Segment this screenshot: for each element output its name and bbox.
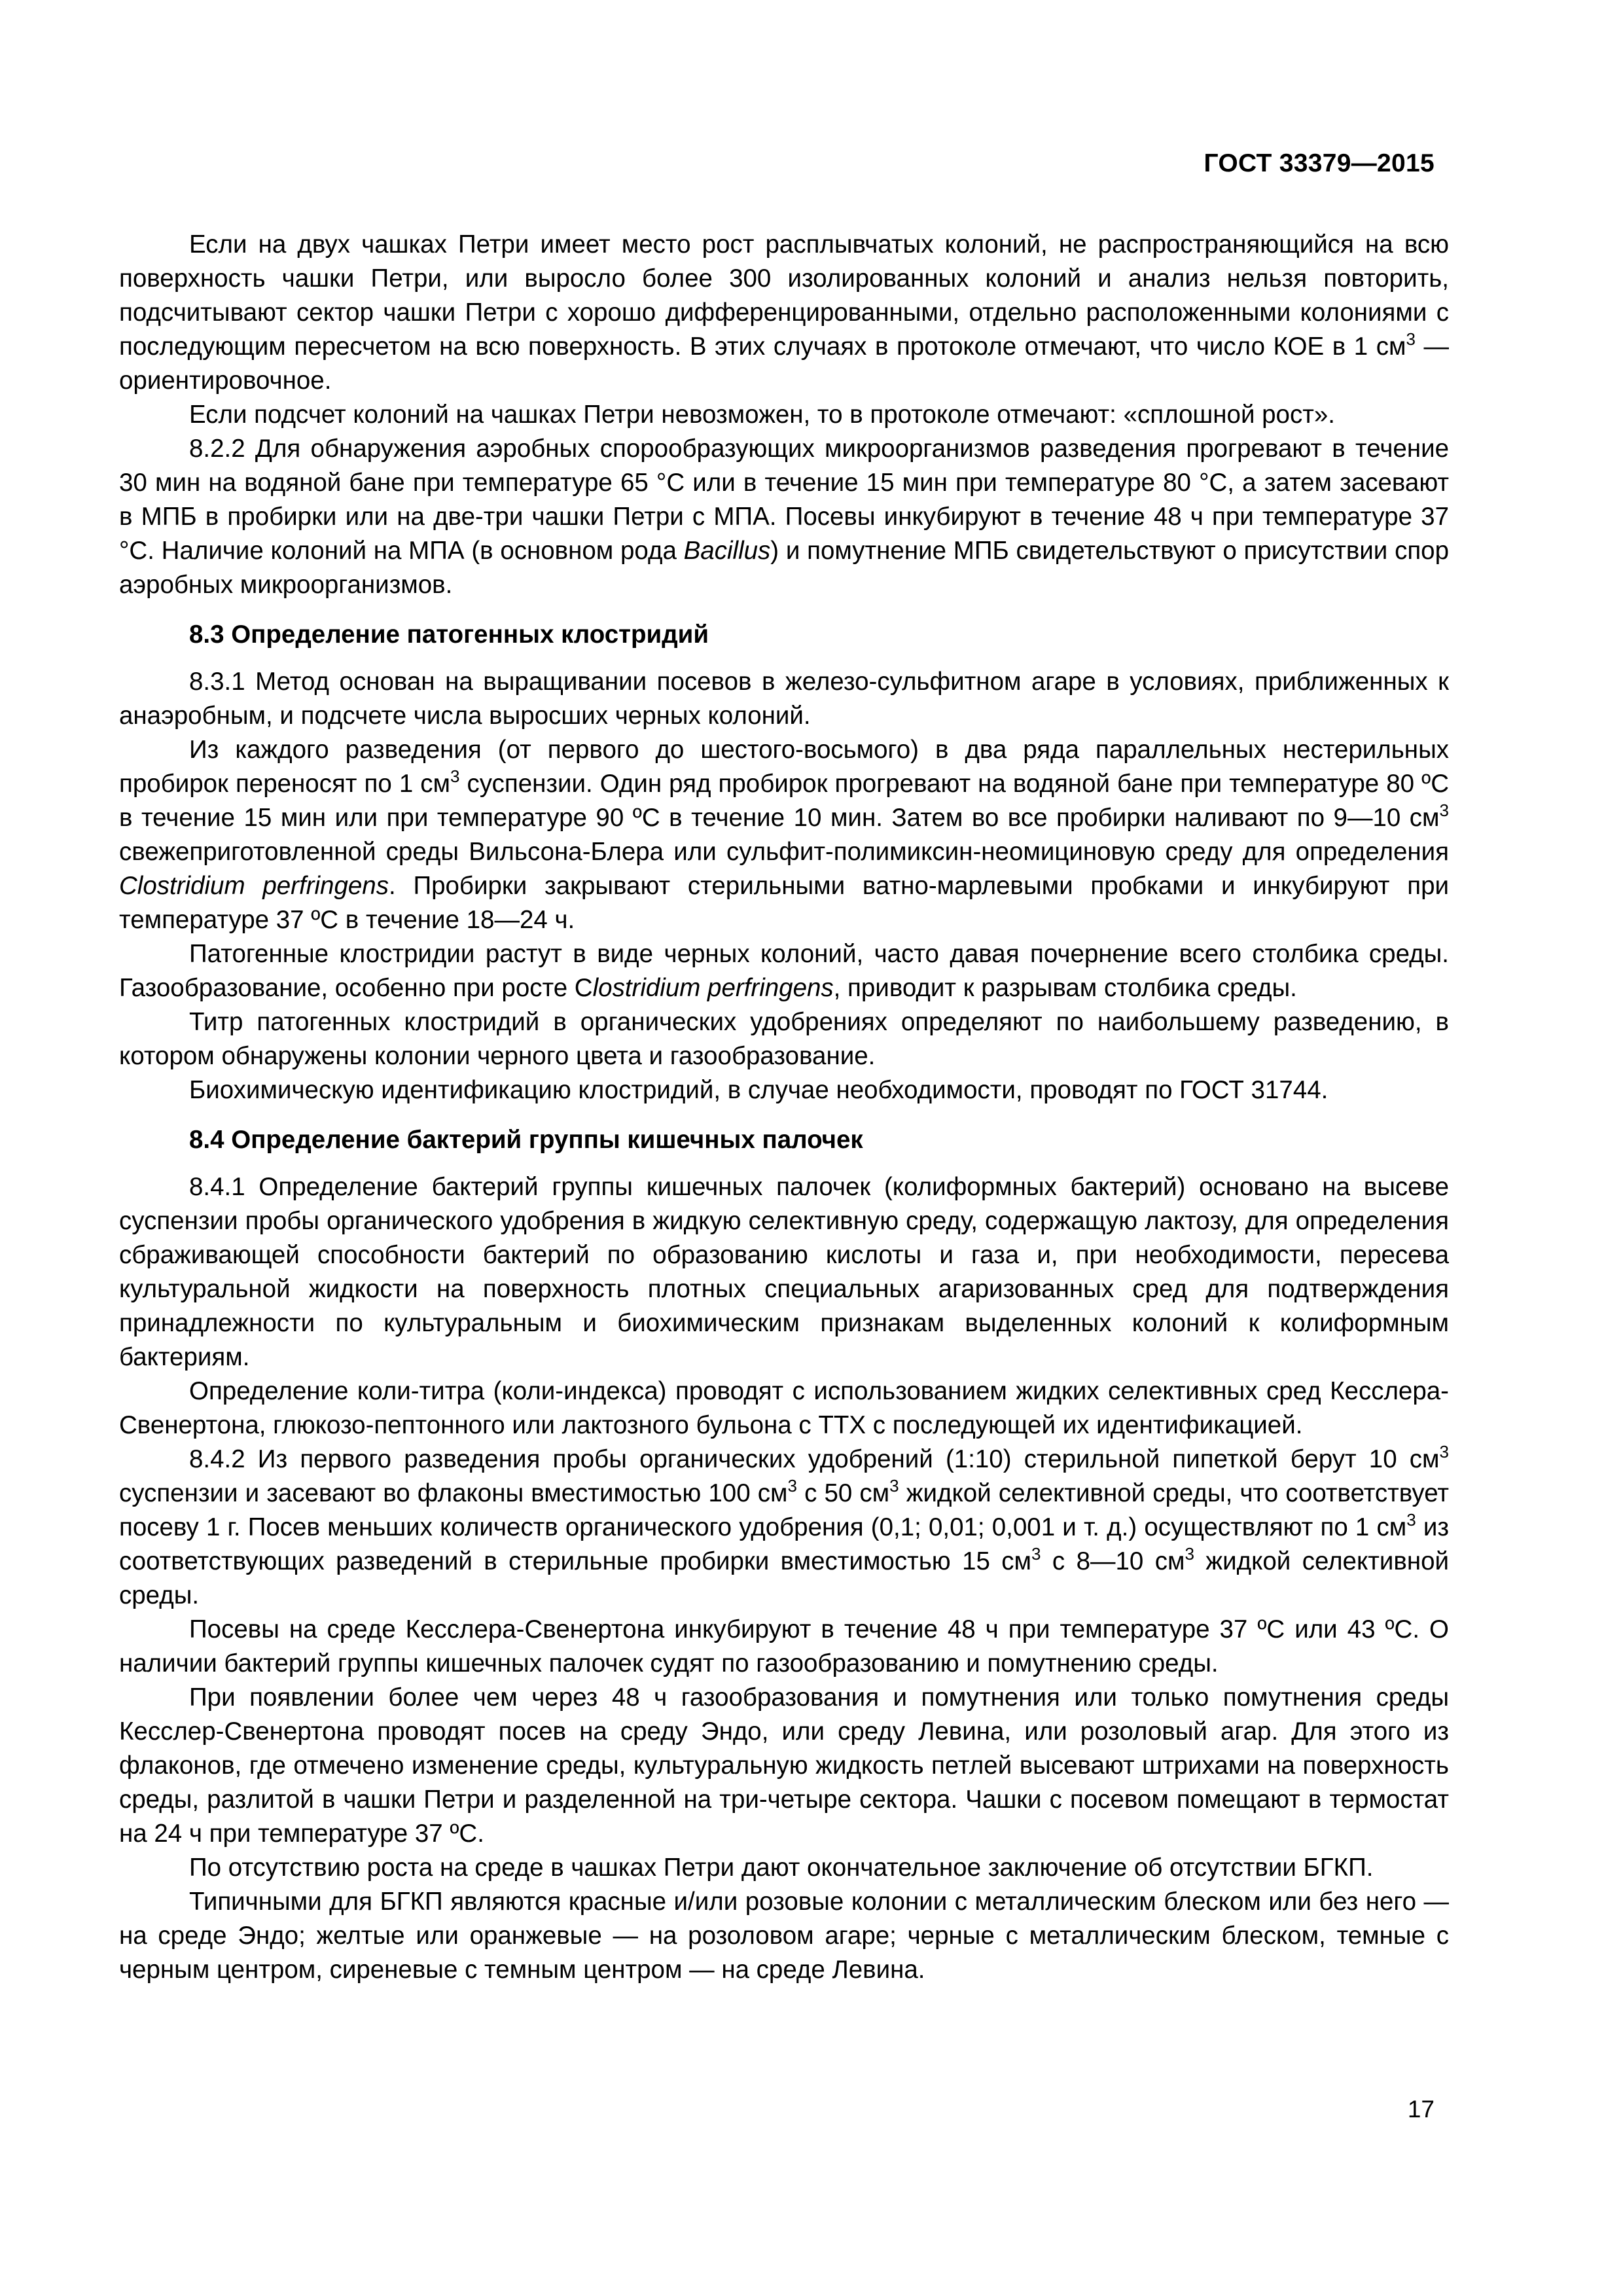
paragraph: Посевы на среде Кесслера-Свенертона инкубируют в течение 48 ч при температуре 37 ºС или 43 ºС. О наличии бактерий группы кишечных палочек судят по газообразованию и помутнению среды. (119, 1615, 1449, 1677)
paragraph: Если на двух чашках Петри имеет место рост расплывчатых колоний, не распространяющийся на всю поверхность чашки Петри, или выросло более 300 изолированных колоний и анализ нельзя повторить, подсчитывают сектор чашки Петри с хорошо дифференцированными, отдельно расположенными колониями с последующим пересчетом на всю поверхность. В этих случаях в протоколе отмечают, что число КОЕ в 1 $см^3$ — ориентировочное. (119, 230, 1449, 395)
paragraph: При появлении более чем через 48 ч газообразования и помутнения или только помутнения среды Кесслер-Свенертона проводят посев на среду Эндо, или среду Левина, или розоловый агар. Для этого из флаконов, где отмечено изменение среды, культуральную жидкость петлей высевают штрихами на поверхность среды, разлитой в чашки Петри и разделенной на три-четыре сектора. Чашки с посевом помещают в термостат на 24 ч при температуре 37 ºС. (119, 1683, 1449, 1848)
paragraph-8-2-2: 8.2.2 Для обнаружения аэробных спорообразующих микроорганизмов разведения прогревают в течение 30 мин на водяной бане при температуре 65 °С или в течение 15 мин при температуре 80 °С, а затем засевают в МПБ в пробирки или на две-три чашки Петри с МПА. Посевы инкубируют в течение 48 ч при температуре 37 °С. Наличие колоний на МПА (в основном рода Bacillus) и помутнение МПБ свидетельствуют о присутствии спор аэробных микроорганизмов. (119, 435, 1449, 599)
paragraph: Если подсчет колоний на чашках Петри невозможен, то в протоколе отмечают: «сплошной рост». (189, 401, 1335, 429)
standard-number-header: ГОСТ 33379—2015 (1204, 149, 1435, 177)
paragraph: Патогенные клостридии растут в виде черных колоний, часто давая почернение всего столбика среды. Газообразование, особенно при росте Clostridium perfringens, приводит к разрывам столбика среды. (119, 940, 1449, 1002)
paragraph: Определение коли-титра (коли-индекса) проводят с использованием жидких селективных сред Кесслера-Свенертона, глюкозо-пептонного или лактозного бульона с ТТХ с последующей их идентификацией. (119, 1377, 1449, 1439)
paragraph-8-4-2: 8.4.2 Из первого разведения пробы органических удобрений (1:10) стерильной пипеткой берут 10 $см^3$ суспензии и засевают во флаконы вместимостью 100 $см^3$ с 50 $см^3$ жидкой селективной среды, что соответствует посеву 1 г. Посев меньших количеств органического удобрения (0,1; 0,01; 0,001 и т. д.) осуществляют по 1 $см^3$ из соответствующих разведений в стерильные пробирки вместимостью 15 $см^3$ с 8—10 $см^3$ жидкой селективной среды. (119, 1442, 1449, 1609)
paragraph: Типичными для БГКП являются красные и/или розовые колонии с металлическим блеском или без него — на среде Эндо; желтые или оранжевые — на розоловом агаре; черные с металлическим блеском, темные с черным центром, сиреневые с темным центром — на среде Левина. (119, 1888, 1449, 1984)
paragraph: Из каждого разведения (от первого до шестого-восьмого) в два ряда параллельных нестерильных пробирок переносят по 1 $см^3$ суспензии. Один ряд пробирок прогревают на водяной бане при температуре 80 ºС в течение 15 мин или при температуре 90 ºС в течение 10 мин. Затем во все пробирки наливают по 9—10 $см^3$ свежеприготовленной среды Вильсона-Блера или сульфит-полимиксин-неомициновую среду для определения Clostridium perfringens. Пробирки закрывают стерильными ватно-марлевыми пробками и инкубируют при температуре 37 ºС в течение 18—24 ч. (119, 736, 1450, 934)
page-body (119, 228, 1449, 1987)
section-heading-8-3: 8.3 Определение патогенных клостридий (189, 620, 709, 649)
paragraph: Титр патогенных клостридий в органических удобрениях определяют по наибольшему разведению, в котором обнаружены колонии черного цвета и газообразование. (119, 1008, 1449, 1070)
paragraph-8-3-1: 8.3.1 Метод основан на выращивании посевов в железо-сульфитном агаре в условиях, приближенных к анаэробным, и подсчете числа выросших черных колоний. (119, 668, 1449, 730)
section-heading-8-4: 8.4 Определение бактерий группы кишечных палочек (189, 1126, 863, 1154)
paragraph: По отсутствию роста на среде в чашках Петри дают окончательное заключение об отсутствии БГКП. (189, 1854, 1374, 1882)
page-number: 17 (1407, 2096, 1435, 2123)
paragraph-8-4-1: 8.4.1 Определение бактерий группы кишечных палочек (колиформных бактерий) основано на высеве суспензии пробы органического удобрения в жидкую селективную среду, содержащую лактозу, для определения сбраживающей способности бактерий по образованию кислоты и газа и, при необходимости, пересева культуральной жидкости на поверхность плотных специальных агаризованных сред для подтверждения принадлежности по культуральным и биохимическим признакам выделенных колоний к колиформным бактериям. (119, 1173, 1449, 1371)
paragraph: Биохимическую идентификацию клостридий, в случае необходимости, проводят по ГОСТ 31744. (189, 1076, 1329, 1104)
